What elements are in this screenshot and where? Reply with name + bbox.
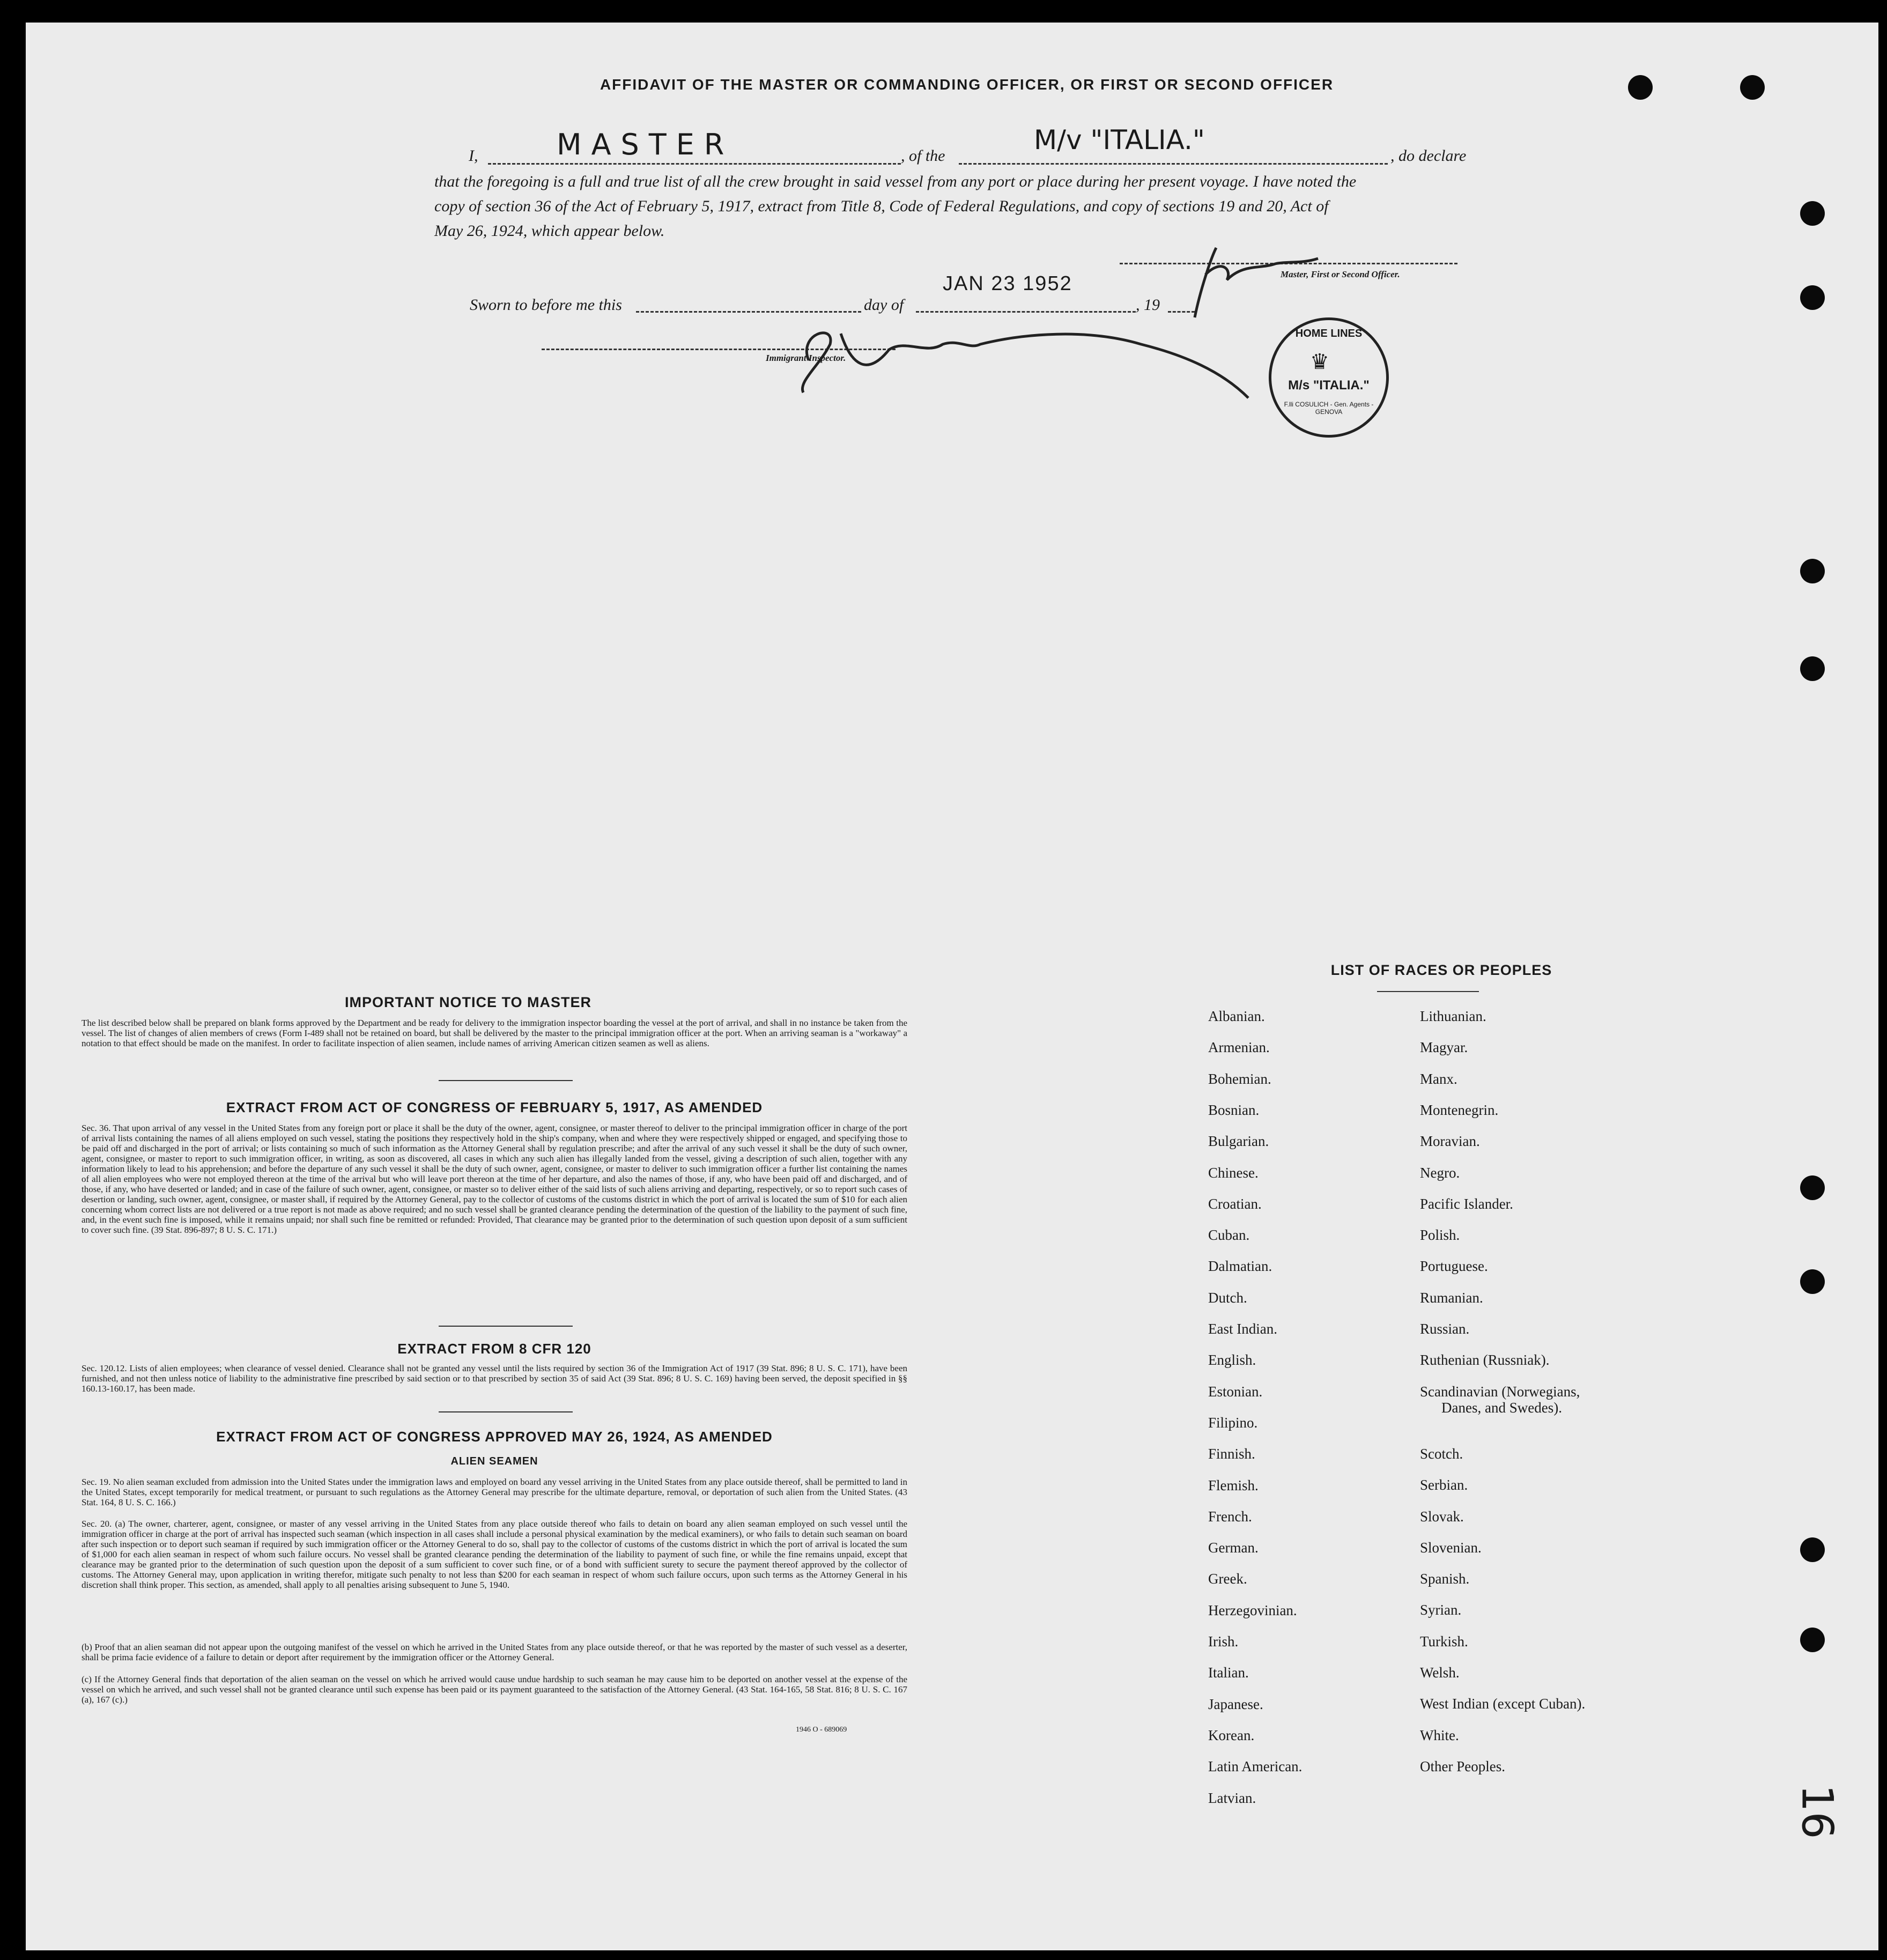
race-item: Danes, and Swedes). [1441, 1399, 1562, 1416]
extract-1924-sec19: Sec. 19. No alien seaman excluded from admission into the United States under the immigration laws and employed on board any vessel arriving in the United States from any place outside thereof, shall be permitted to land in the United States, except temporarily for medical treatment, or pursuant to such regulations as the Attorney General may prescribe for the ultimate departure, removal, or deportation of such alien from the United States. (43 Stat. 164, 8 U. S. C. 166.) [82, 1477, 907, 1507]
race-item: Filipino. [1208, 1414, 1258, 1431]
extract-cfr-text: Sec. 120.12. Lists of alien employees; when clearance of vessel denied. Clearance shall not be granted any vessel until the lists required by section 36 of the Immigration Act of 1917 (39 Stat. 896; 8 U. S. C. 171), have been furnished, and not then unless notice of liability to the administrative fine prescribed by said section or to that prescribed by section 35 of said Act (39 Stat. 896; 8 U. S. C. 169) having been served, the deposit specified in §§ 160.13-160.17, has been made. [82, 1363, 907, 1394]
race-item: Turkish. [1420, 1633, 1468, 1650]
race-item: Welsh. [1420, 1665, 1460, 1681]
master-signature-caption: Master, First or Second Officer. [1281, 269, 1400, 279]
affidavit-body-line-2: copy of section 36 of the Act of February 5, 1917, extract from Title 8, Code of Federal Regulations, and copy of sections 19 and 20, Act of [434, 197, 1329, 215]
vessel-handwritten: M/v "ITALIA." [1034, 124, 1205, 156]
year-prefix: , 19 [1136, 296, 1160, 314]
race-item: Slovak. [1420, 1508, 1464, 1525]
race-item: Dalmatian. [1208, 1258, 1272, 1275]
notice-heading: IMPORTANT NOTICE TO MASTER [345, 994, 591, 1010]
race-item: Rumanian. [1420, 1289, 1483, 1306]
race-item: Bulgarian. [1208, 1133, 1269, 1150]
race-item: Serbian. [1420, 1477, 1468, 1493]
race-item: Japanese. [1208, 1696, 1263, 1712]
race-item: Magyar. [1420, 1039, 1468, 1056]
race-item: Portuguese. [1420, 1258, 1488, 1275]
notice-text: The list described below shall be prepared on blank forms approved by the Department and be ready for delivery to the immigration inspector boarding the vessel at the port of arrival, and shall in no instance be taken from the vessel. The list of changes of alien members of crews (Form I-489 shall not be retained on board, but shall be delivered by the master to the principal immigration officer at the port. When an arriving seaman is a "workaway" a notation to that effect should be made on the manifest. In order to facilitate inspection of alien seamen, include names of arriving American citizen seamen as well as aliens. [82, 1018, 907, 1048]
affidavit-body-line-3: May 26, 1924, which appear below. [434, 222, 665, 240]
race-item: Bosnian. [1208, 1101, 1260, 1118]
race-item: Scandinavian (Norwegians, [1420, 1383, 1580, 1400]
races-heading: LIST OF RACES OR PEOPLES [1330, 962, 1552, 978]
extract-1924-sec20c: (c) If the Attorney General finds that deportation of the alien seaman on the vessel on which he arrived would cause undue hardship to such seaman he may cause him to be deported on another vessel at the expense of the vessel on which he arrived, and such vessel shall not be granted clearance until such expense has been paid or its payment guaranteed to the satisfaction of the Attorney General. (43 Stat. 164-165, 58 Stat. 816; 8 U. S. C. 167 (a), 167 (c).) [82, 1674, 907, 1705]
date-stamp: JAN 23 1952 [943, 272, 1072, 295]
race-item: Lithuanian. [1420, 1008, 1486, 1024]
race-item: Moravian. [1420, 1133, 1480, 1150]
race-item: Syrian. [1420, 1602, 1462, 1618]
race-item: Ruthenian (Russniak). [1420, 1352, 1550, 1369]
punch-hole [1800, 1537, 1825, 1562]
race-item: Herzegovinian. [1208, 1602, 1297, 1618]
race-item: French. [1208, 1508, 1252, 1525]
race-item: Flemish. [1208, 1477, 1259, 1493]
home-lines-stamp: HOME LINES ♛ M/s "ITALIA." F.lli COSULICH - Gen. Agents - GENOVA [1269, 317, 1389, 438]
race-item: Montenegrin. [1420, 1101, 1499, 1118]
race-item: Manx. [1420, 1070, 1457, 1087]
sworn-label: Sworn to before me this [470, 296, 622, 314]
punch-hole [1800, 1269, 1825, 1294]
race-item: Latvian. [1208, 1789, 1256, 1806]
i-label: I, [469, 147, 478, 165]
race-item: Croatian. [1208, 1195, 1262, 1212]
punch-hole [1628, 75, 1653, 100]
punch-hole [1800, 559, 1825, 583]
race-item: Greek. [1208, 1571, 1247, 1587]
punch-hole [1740, 75, 1765, 100]
punch-hole [1800, 1628, 1825, 1652]
punch-hole [1800, 201, 1825, 226]
race-item: Negro. [1420, 1164, 1460, 1181]
race-item: Polish. [1420, 1227, 1460, 1244]
race-item: Bohemian. [1208, 1070, 1271, 1087]
race-item: Slovenian. [1420, 1539, 1482, 1556]
officer-handwritten: MASTER [557, 128, 734, 161]
punch-hole [1800, 656, 1825, 681]
race-item: Armenian. [1208, 1039, 1270, 1056]
document-page [26, 23, 1878, 1950]
printer-code: 1946 O - 689069 [796, 1726, 847, 1734]
race-item: Pacific Islander. [1420, 1195, 1513, 1212]
extract-1917-heading: EXTRACT FROM ACT OF CONGRESS OF FEBRUARY 5, 1917, AS AMENDED [226, 1099, 763, 1115]
race-item: Italian. [1208, 1665, 1249, 1681]
margin-note: 16 [1792, 1784, 1842, 1839]
affidavit-body-line-1: that the foregoing is a full and true list of all the crew brought in said vessel from any port or place during her present voyage. I have noted the [434, 173, 1357, 190]
race-item: Scotch. [1420, 1445, 1463, 1462]
do-declare-label: , do declare [1390, 147, 1467, 165]
race-item: Dutch. [1208, 1289, 1247, 1306]
inspector-caption: Immigrant Inspector. [766, 353, 846, 363]
punch-hole [1800, 285, 1825, 310]
race-item: Other Peoples. [1420, 1758, 1505, 1774]
race-item: Latin American. [1208, 1758, 1303, 1775]
race-item: Albanian. [1208, 1008, 1265, 1024]
race-item: Estonian. [1208, 1383, 1263, 1400]
extract-1924-sec20b: (b) Proof that an alien seaman did not appear upon the outgoing manifest of the vessel on which he arrived in the United States from any place outside thereof, or that he was reported by the master of such vessel as a deserter, shall be prima facie evidence of a failure to detain or deport after requirement by the immigration officer or the Attorney General. [82, 1642, 907, 1662]
extract-1924-sec20a: Sec. 20. (a) The owner, charterer, agent, consignee, or master of any vessel arriving in the United States from any place outside thereof who fails to detain on board any alien seaman employed on such vessel until the immigration officer in charge at the port of arrival has inspected such seaman (which inspection in all cases shall include a personal physical examination by the medical examiners), or who fails to detain such seaman on board after such inspection or to deport such seaman if required by such immigration officer or the Attorney General to do so, shall pay to the collector of customs of the customs district in which the port of arrival is located the sum of $1,000 for each alien seaman in respect of whom such failure occurs. No vessel shall be granted clearance pending the determination of the liability to payment of such fine, or while the fine remains unpaid, except that clearance may be granted prior to the determination of such question upon the deposit of a sum sufficient to cover such fine, or of a bond with sufficient surety to secure the payment thereof approved by the collector of customs. The Attorney General may, upon application in writing therefor, mitigate such penalty to not less than $200 for each seaman in respect of whom such failure occurs, upon such terms as the Attorney General in his discretion shall think proper. This section, as amended, shall apply to all penalties arising subsequent to June 5, 1940. [82, 1519, 907, 1590]
race-item: East Indian. [1208, 1321, 1277, 1337]
extract-1924-heading: EXTRACT FROM ACT OF CONGRESS APPROVED MAY 26, 1924, AS AMENDED [216, 1429, 773, 1445]
punch-hole [1800, 1175, 1825, 1200]
race-item: Russian. [1420, 1321, 1470, 1337]
extract-cfr-heading: EXTRACT FROM 8 CFR 120 [397, 1341, 591, 1357]
day-of-label: day of [864, 296, 904, 314]
of-the-label: , of the [901, 147, 945, 165]
race-item: Finnish. [1208, 1446, 1255, 1462]
race-item: West Indian (except Cuban). [1420, 1696, 1586, 1712]
affidavit-title: AFFIDAVIT OF THE MASTER OR COMMANDING OFFICER, OR FIRST OR SECOND OFFICER [600, 76, 1334, 93]
race-item: White. [1420, 1727, 1459, 1743]
race-item: Spanish. [1420, 1571, 1470, 1587]
crown-icon: ♛ [1310, 350, 1329, 374]
extract-1924-subheading: ALIEN SEAMEN [450, 1455, 538, 1467]
race-item: Korean. [1208, 1727, 1255, 1743]
extract-1917-text: Sec. 36. That upon arrival of any vessel in the United States from any foreign port or place it shall be the duty of the owner, agent, consignee, or master thereof to deliver to the principal immigration officer in charge of the port of arrival lists containing the names of all aliens employed on such vessel, stating the positions they respectively hold in the ship's company, when and where they were respectively shipped or engaged, and specifying those to be paid off and discharged in the port of arrival; or lists containing so much of such information as the Attorney General shall by regulation prescribe; and after the arrival of any such vessel it shall be the duty of such owner, agent, consignee, or master to report to such immigration officer, in writing, as soon as discovered, all cases in which any such alien has illegally landed from the vessel, giving a description of such alien, together with any information likely to lead to his apprehension; and before the departure of any such vessel it shall be the duty of such owner, agent, consignee, or master to deliver to such immigration officer a further list containing the names of all alien employees who were not employed thereon at the time of the arrival but who will leave port thereon at the time of her departure, and also the names of those, if any, who have been paid off and discharged, and of those, if any, who have deserted or landed; and in case of the failure of such owner, agent, consignee, or master so to deliver either of the said lists of such aliens arriving and departing, respectively, or so to report such cases of desertion or landing, such owner, agent, consignee, or master shall, if required by the Attorney General, pay to the collector of customs of the customs district in which the port of arrival is located the sum of $10 for each alien concerning whom correct lists are not delivered or a true report is not made as above required; and no such vessel shall be granted clearance pending the determination of the question of the liability to the payment of such fine, and, in the event such fine is imposed, while it remains unpaid; nor shall such fine be remitted or refunded: Provided, That clearance may be granted prior to the determination of such question upon deposit of a sum sufficient to cover such fine. (39 Stat. 896-897; 8 U. S. C. 171.) [82, 1123, 907, 1235]
race-item: Chinese. [1208, 1164, 1259, 1181]
race-item: German. [1208, 1540, 1259, 1556]
race-item: Cuban. [1208, 1227, 1250, 1244]
race-item: Irish. [1208, 1633, 1239, 1650]
race-item: English. [1208, 1352, 1256, 1369]
